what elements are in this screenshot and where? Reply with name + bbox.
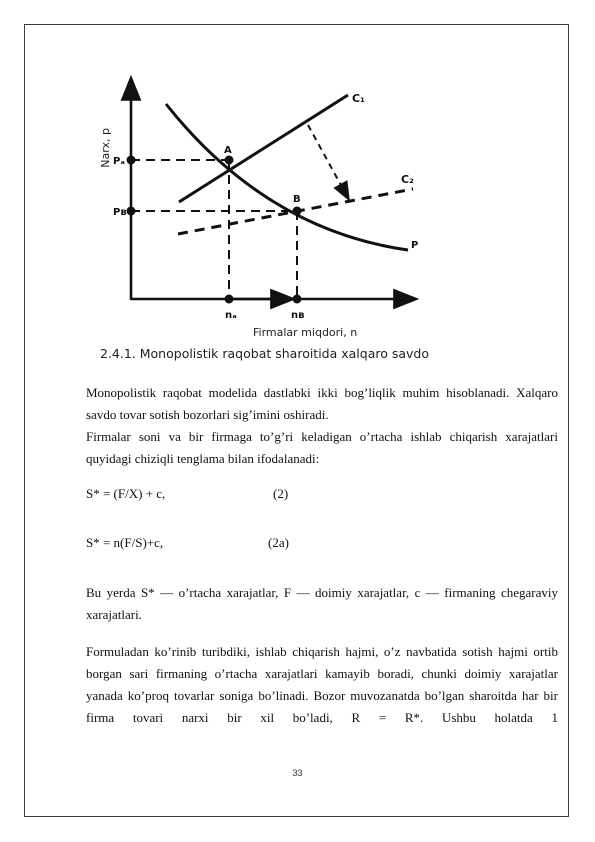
point-a-label: A — [224, 145, 232, 156]
equation-1-number: (2) — [273, 486, 289, 501]
point-pb — [127, 207, 136, 216]
point-b — [293, 207, 302, 216]
shift-arrow — [308, 125, 348, 198]
curve-c2-label: C₂ — [401, 173, 414, 186]
y-axis-label: Narx, p — [99, 128, 112, 168]
point-na — [225, 295, 234, 304]
figure-svg — [86, 62, 526, 340]
nb-label: nʙ — [291, 310, 305, 321]
point-nb — [293, 295, 302, 304]
pa-label: Pₐ — [113, 156, 125, 167]
point-a — [225, 156, 234, 165]
point-pa — [127, 156, 136, 165]
paragraph-2: Firmalar soni va bir firmaga to’g’ri keladigan o’rtacha ishlab chiqarish xarajatlari quyidagi chiziqli tenglama bilan ifodalanadi: — [86, 429, 558, 466]
figure-monopolistic-competition — [86, 62, 526, 340]
page-number: 33 — [292, 768, 303, 778]
x-axis-label: Firmalar miqdori, n — [253, 326, 358, 339]
equation-2 — [86, 535, 289, 551]
equation-1 — [86, 486, 288, 502]
point-b-label: B — [293, 194, 301, 205]
curve-p-label: P — [411, 240, 419, 251]
paragraph-4: Formuladan ko’rinib turibdiki, ishlab chiqarish hajmi, o’z navbatida sotish hajmi ortib borgan sari firmaning o’rtacha xarajatlari kamayib boradi, chunki doimiy xarajatlar yanada ko’proq tovarlar soniga bo’linadi. Bozor muvozanatda bo’lgan sharoitda har bir firma tovari narxi bir xil bo’ladi, R = R*. Ushbu holatda 1 — [86, 644, 558, 725]
paragraph-3: Bu yerda S* — o’rtacha xarajatlar, F — doimiy xarajatlar, c — firmaning chegaraviy xarajatlari. — [86, 585, 558, 622]
pb-label: Pʙ — [113, 207, 127, 218]
figure-caption: 2.4.1. Monopolistik raqobat sharoitida xalqaro savdo — [100, 346, 430, 361]
equation-2-number: (2a) — [268, 535, 289, 550]
curve-c1-label: C₁ — [352, 92, 365, 105]
paragraph-1: Monopolistik raqobat modelida dastlabki ikki bog’liqlik muhim hisoblanadi. Xalqaro savdo tovar sotish bozorlari sig’imini oshiradi. — [86, 385, 558, 422]
equation-2-formula: S* = n(F/S)+c, — [86, 535, 164, 550]
equation-1-formula: S* = (F/X) + c, — [86, 486, 166, 501]
na-label: nₐ — [225, 310, 237, 321]
